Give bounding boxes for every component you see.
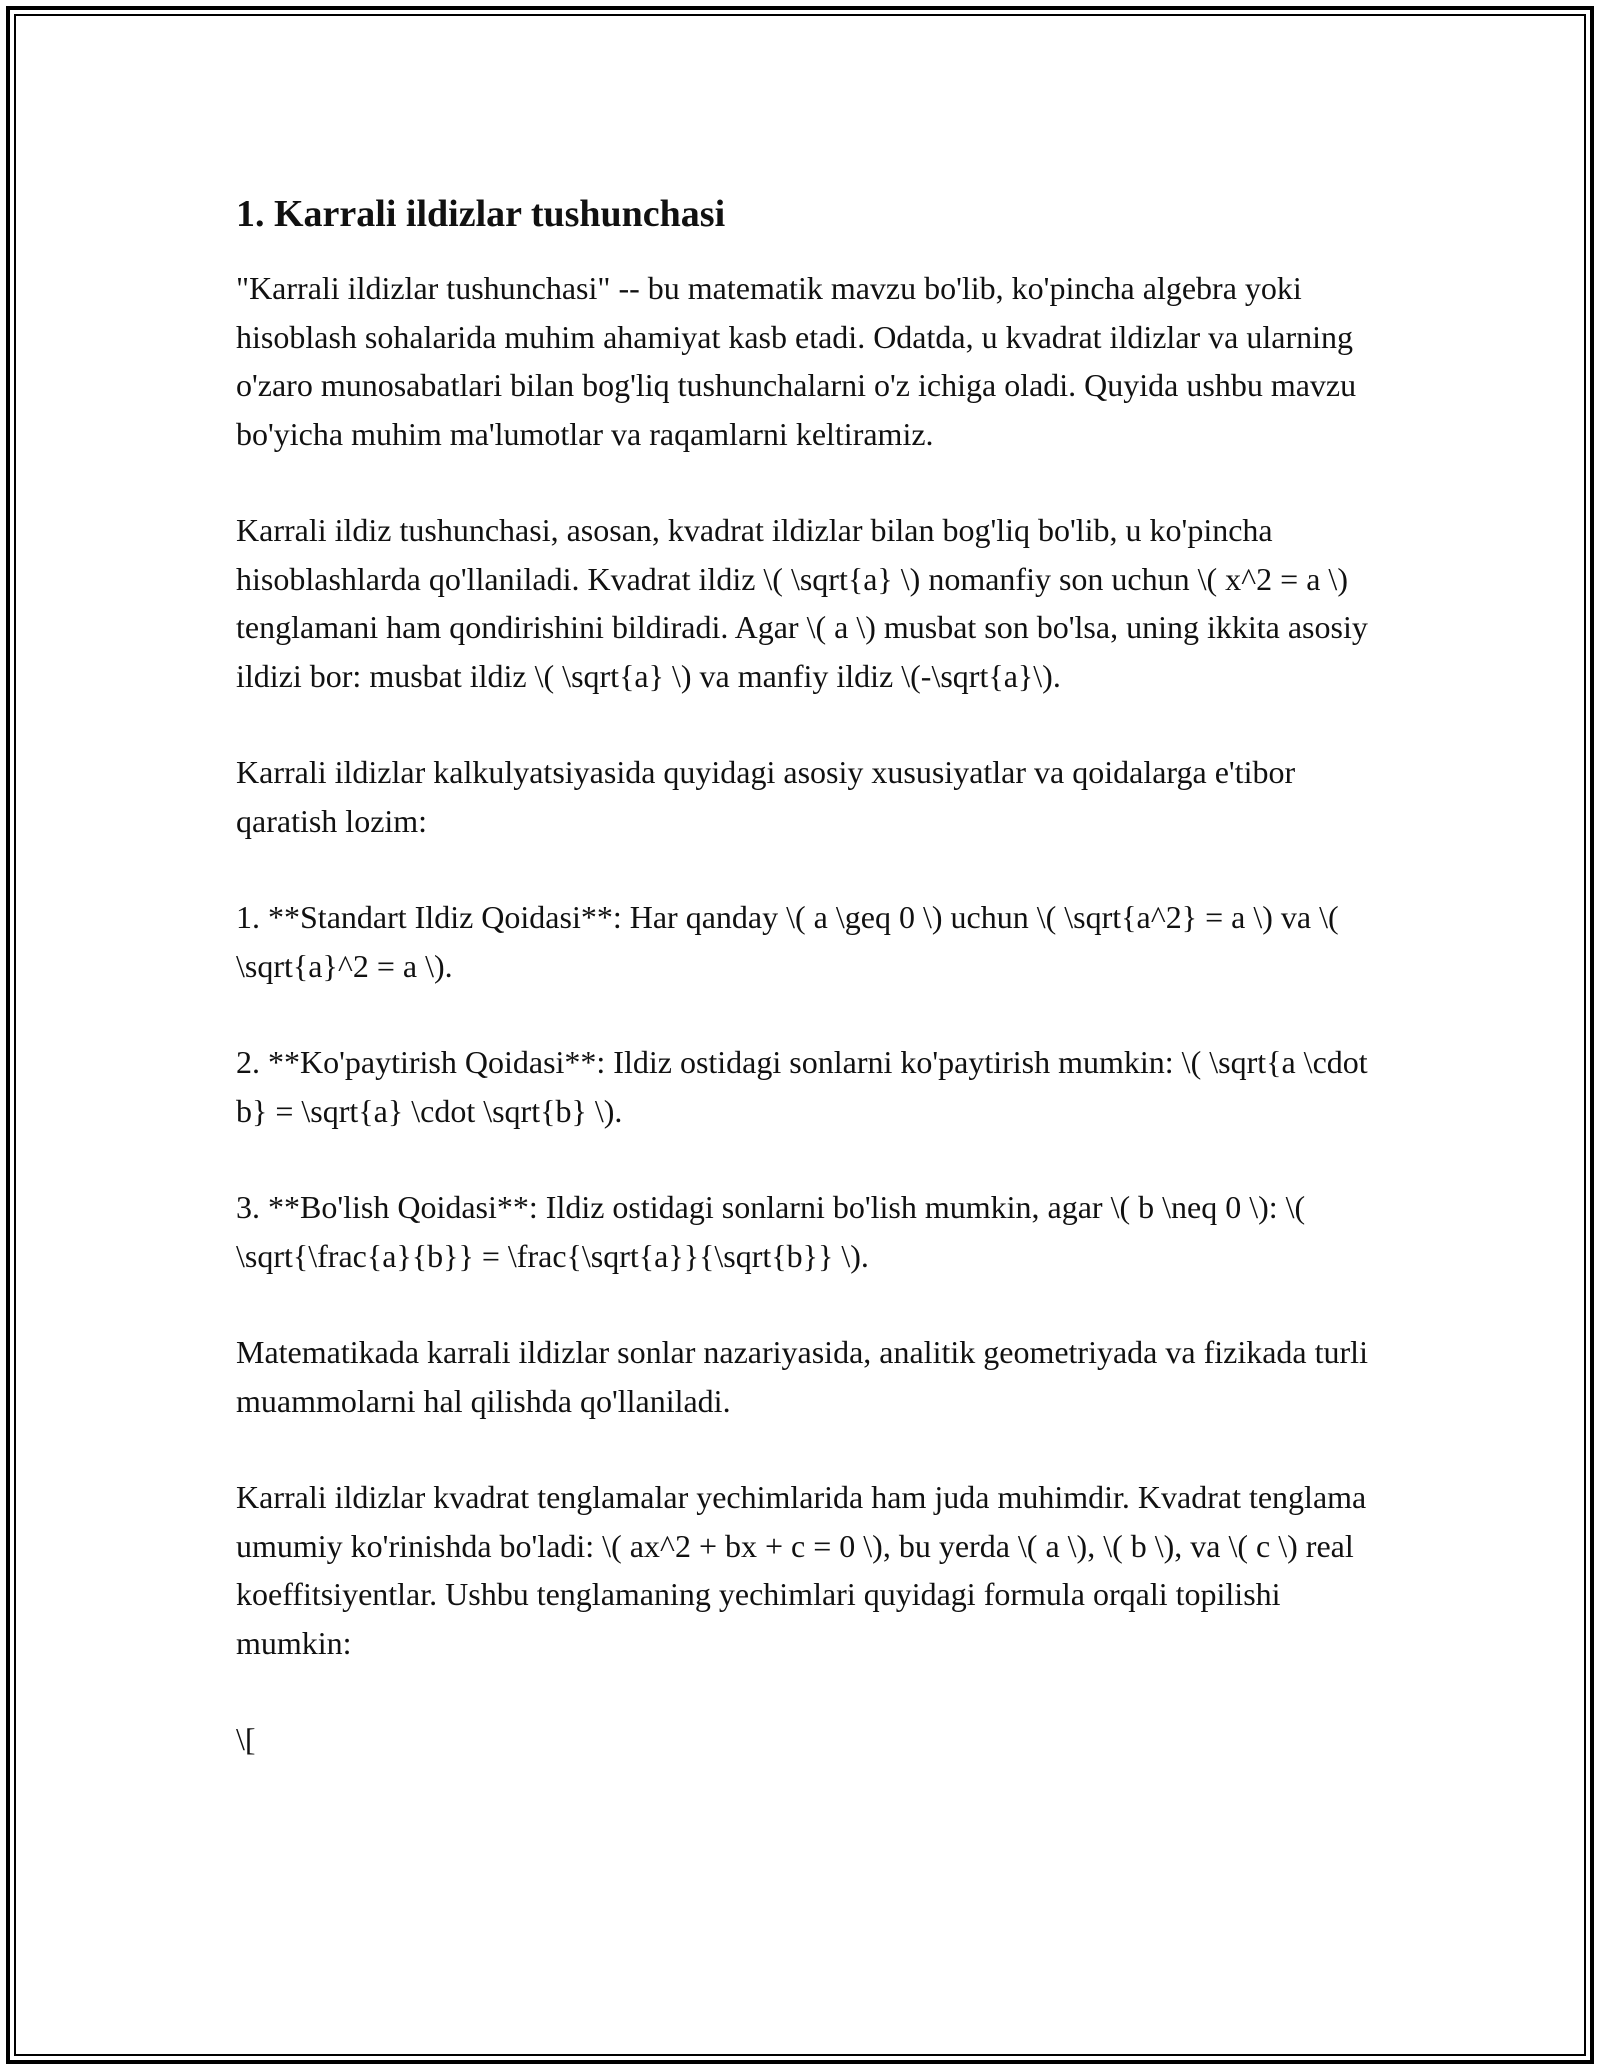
paragraph-formula-start: \[ [236,1721,256,1757]
paragraph-square-root-definition: Karrali ildiz tushunchasi, asosan, kvadrat ildizlar bilan bog'liq bo'lib, u ko'pincha hisoblashlarda qo'llaniladi. Kvadrat ildiz \( \sqrt{a} \) nomanfiy son uchun \( x^2 = a \) tenglamani ham qondirishini bildiradi. Agar \( a \) musbat son bo'lsa, uning ikkita asosiy ildizi bor: musbat ildiz \( \sqrt{a} \) va manfiy ildiz \(-\sqrt{a}\). [236,512,1368,694]
paragraph-rule-multiplication: 2. **Ko'paytirish Qoidasi**: Ildiz ostidagi sonlarni ko'paytirish mumkin: \( \sqrt{a \cdot b} = \sqrt{a} \cdot \sqrt{b} \). [236,1044,1368,1129]
paragraph-rule-division: 3. **Bo'lish Qoidasi**: Ildiz ostidagi sonlarni bo'lish mumkin, agar \( b \neq 0 \): \( \sqrt{\frac{a}{b}} = \frac{\sqrt{a}}{\sqrt{b}} \). [236,1189,1306,1274]
paragraph-intro: "Karrali ildizlar tushunchasi" -- bu matematik mavzu bo'lib, ko'pincha algebra yoki hisoblash sohalarida muhim ahamiyat kasb etadi. Odatda, u kvadrat ildizlar va ularning o'zaro munosabatlari bilan bog'liq tushunchalarni o'z ichiga oladi. Quyida ushbu mavzu bo'yicha muhim ma'lumotlar va raqamlarni keltiramiz. [236,270,1357,452]
paragraph-quadratic-equations: Karrali ildizlar kvadrat tenglamalar yechimlarida ham juda muhimdir. Kvadrat tenglama umumiy ko'rinishda bo'ladi: \( ax^2 + bx + c = 0 \), bu yerda \( a \), \( b \), va \( c \) real koeffitsiyentlar. Ushbu tenglamaning yechimlari quyidagi formula orqali topilishi mumkin: [236,1479,1367,1661]
section-heading: 1. Karrali ildizlar tushunchasi [236,193,726,235]
paragraph-properties-intro: Karrali ildizlar kalkulyatsiyasida quyidagi asosiy xususiyatlar va qoidalarga e'tibor qaratish lozim: [236,754,1296,839]
paragraph-rule-standard: 1. **Standart Ildiz Qoidasi**: Har qanday \( a \geq 0 \) uchun \( \sqrt{a^2} = a \) va \( \sqrt{a}^2 = a \). [236,899,1339,984]
document-body [236,188,1376,1812]
paragraph-applications: Matematikada karrali ildizlar sonlar nazariyasida, analitik geometriyada va fizikada turli muammolarni hal qilishda qo'llaniladi. [236,1334,1368,1419]
